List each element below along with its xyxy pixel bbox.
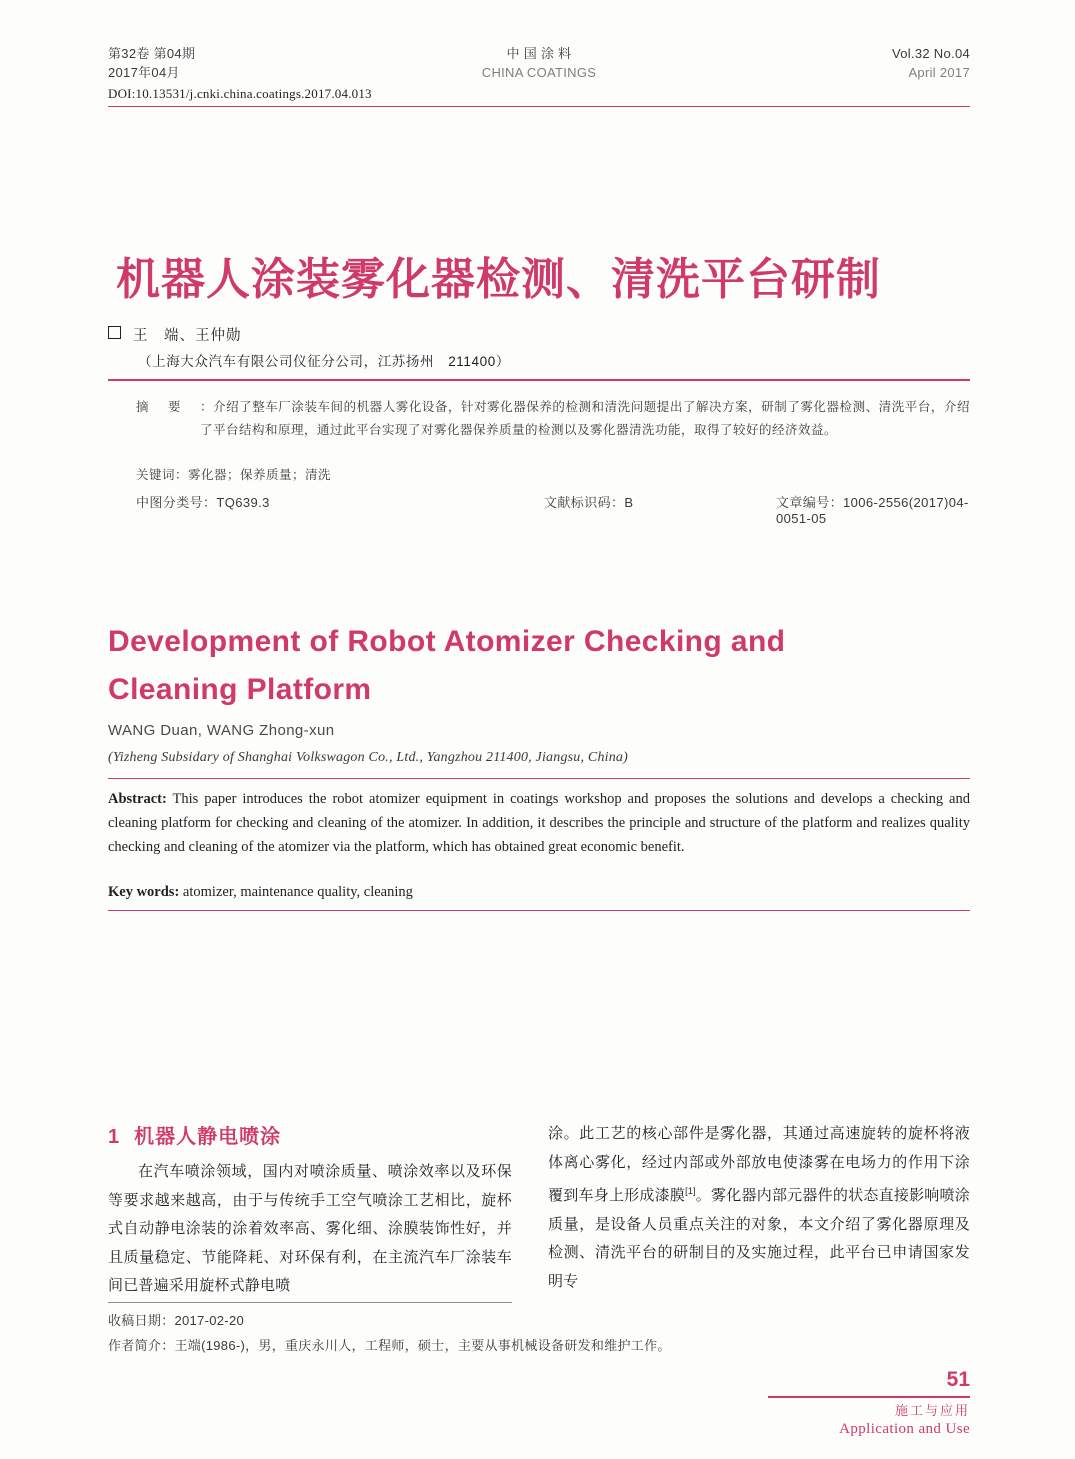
- authors-cn-text: 王 端、王仲勋: [133, 328, 242, 344]
- section-title: 机器人静电喷涂: [134, 1126, 282, 1148]
- authors-cn: [108, 324, 970, 345]
- body-column-left: [108, 1158, 512, 1301]
- journal-name-en: CHINA COATINGS: [481, 65, 597, 80]
- keywords-en-label: Key words:: [108, 884, 180, 900]
- footnote-divider: [108, 1302, 512, 1303]
- bullet-square-icon: [108, 326, 121, 339]
- affiliation-cn: （上海大众汽车有限公司仪征分公司，江苏扬州 211400）: [138, 354, 510, 369]
- affiliation-en: (Yizheng Subsidary of Shanghai Volkswagon Co., Ltd., Yangzhou 211400, Jiangsu, China): [108, 750, 628, 765]
- doi-text: DOI:10.13531/j.cnki.china.coatings.2017.04.013: [108, 86, 372, 101]
- document-code: 文献标识码：B: [544, 495, 634, 510]
- keywords-en: [108, 880, 970, 904]
- reference-marker: [1]: [685, 1186, 696, 1196]
- article-id: 文章编号：1006-2556(2017)04-0051-05: [776, 495, 969, 526]
- body-paragraph-left: 在汽车喷涂领域，国内对喷涂质量、喷涂效率以及环保等要求越来越高，由于与传统手工空气喷涂工艺相比，旋杯式自动静电涂装的涂着效率高、雾化细、涂膜装饰性好，并且质量稳定、节能降耗、对环保有利，在主流汽车厂涂装车间已普遍采用旋杯式静电喷: [108, 1163, 512, 1294]
- body-column-right: [548, 1120, 970, 1296]
- date-en: April 2017: [908, 65, 970, 80]
- body-right-part2: 。雾化器内部元器件的状态直接影响喷涂质量，是设备人员重点关注的对象，本文介绍了雾化器原理及检测、清洗平台的研制目的及实施过程，此平台已申请国家发明专: [548, 1187, 970, 1290]
- body-right-part1: 涂。此工艺的核心部件是雾化器，其通过高速旋转的旋杯将液体离心雾化，经过内部或外部放电使漆雾在电场力的作用下涂覆到车身上形成漆膜: [548, 1125, 970, 1204]
- footer-divider: [768, 1396, 970, 1398]
- page-content: [108, 0, 970, 1459]
- authors-en: WANG Duan, WANG Zhong-xun: [108, 722, 335, 739]
- footer-section-en: Application and Use: [839, 1421, 970, 1437]
- date-cn: 2017年04月: [108, 65, 180, 80]
- abstract-en: [108, 787, 970, 859]
- affiliation-divider: [108, 379, 970, 381]
- volume-issue-en: Vol.32 No.04: [891, 46, 970, 61]
- running-head-left: [108, 44, 195, 82]
- abstract-cn-label: 摘 要: [136, 400, 189, 414]
- abstract-cn: [136, 396, 970, 442]
- author-bio: 作者简介：王端(1986-)，男，重庆永川人，工程师，硕士，主要从事机械设备研发和维护工作。: [108, 1338, 671, 1353]
- keywords-cn: 关键词：雾化器；保养质量；清洗: [136, 468, 332, 482]
- section-heading: [108, 1120, 281, 1149]
- abstract-cn-text: ：介绍了整车厂涂装车间的机器人雾化设备，针对雾化器保养的检测和清洗问题提出了解决方案，研制了雾化器检测、清洗平台，介绍了平台结构和原理，通过此平台实现了对雾化器保养质量的检测以及雾化器清洗功能，取得了较好的经济效益。: [200, 400, 970, 437]
- english-divider-bottom: [108, 910, 970, 911]
- english-divider-top: [108, 778, 970, 779]
- journal-name-cn: 中 国 涂 料: [506, 46, 572, 61]
- running-head: [108, 44, 970, 84]
- running-head-center: [439, 44, 639, 82]
- section-number: 1: [108, 1126, 121, 1148]
- footnotes: [108, 1308, 748, 1358]
- page-title-cn: 机器人涂装雾化器检测、清洗平台研制: [116, 255, 881, 304]
- footer-section-cn: 施工与应用: [894, 1403, 970, 1418]
- keywords-en-text: atomizer, maintenance quality, cleaning: [179, 884, 413, 900]
- running-head-right: [892, 44, 970, 82]
- body-paragraph-right: [548, 1120, 970, 1296]
- abstract-en-text: This paper introduces the robot atomizer equipment in coatings workshop and proposes the solutions and develops a checking and cleaning platform for checking and cleaning of the atomizer. In addition, it describes the principle and structure of the platform and realizes quality checking and cleaning of the atomizer via the platform, which has obtained great economic benefit.: [108, 791, 970, 855]
- clc-number: 中图分类号：TQ639.3: [136, 495, 270, 510]
- abstract-en-label: Abstract:: [108, 791, 167, 807]
- volume-issue-cn: 第32卷 第04期: [108, 46, 196, 61]
- page-number: 51: [946, 1368, 970, 1391]
- received-date: 收稿日期：2017-02-20: [108, 1313, 244, 1328]
- header-divider: [108, 106, 970, 107]
- page-title-en: Development of Robot Atomizer Checking and Cleaning Platform: [108, 625, 786, 706]
